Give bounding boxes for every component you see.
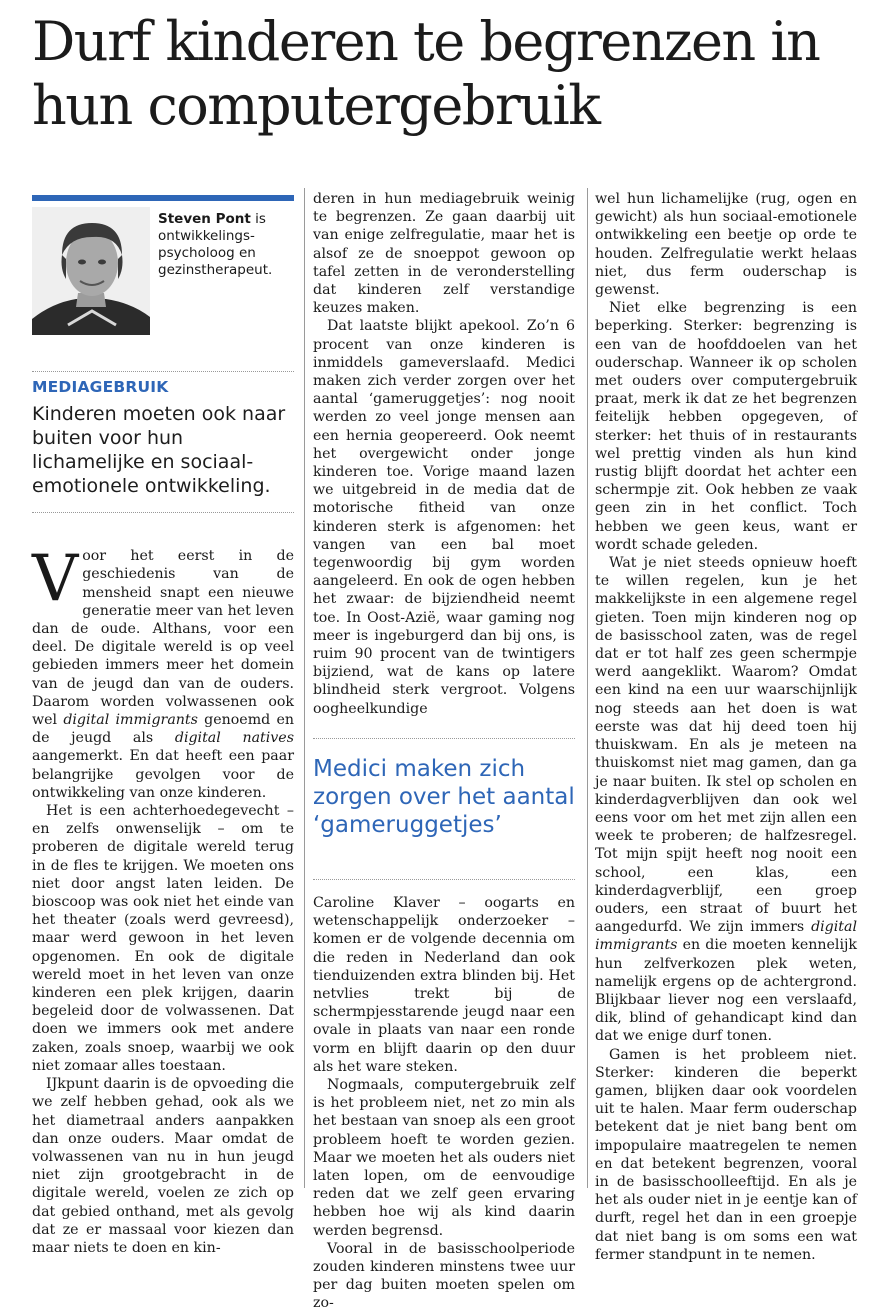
paragraph: Gamen is het probleem niet. Sterker: kinderen die beperkt gamen, blijken daar ook voordelen uit te halen. Maar ferm ouderschap betekent dat je niet bang bent om impopulaire maatregelen te nemen en dat betekent begrenzen, vooral in de basisschoolleeftijd. En als je het als ouder niet in je eentje kan of durft, regel het dan in een groepje dat niet bang is om soms een wat fermer standpunt in te nemen. [595, 1046, 857, 1263]
pull-quote-box [313, 738, 575, 880]
emphasis: digital immigrants [595, 919, 857, 954]
author-portrait-image [32, 207, 150, 335]
paragraph [32, 542, 294, 802]
column-1 [32, 195, 294, 1257]
rubric-label: MEDIAGEBRUIK [32, 371, 294, 396]
pull-quote: Medici maken zich zorgen over het aantal ‘gameruggetjes’ [313, 755, 575, 838]
drop-cap: V [32, 542, 79, 617]
paragraph-text: oor het eerst in de geschiedenis van de mensheid snapt een nieuwe generatie meer van het leven dan de oude. Althans, voor een deel. De digitale wereld is op veel gebieden immers meer het domein van de jeugd dan van de ouders. Daarom worden volwassenen ook wel [32, 548, 294, 729]
author-block [32, 207, 294, 335]
paragraph: Het is een achterhoedegevecht – en zelfs onwenselijk – om te proberen de digitale wereld terug in de fles te krijgen. We moeten ons niet door angst laten leiden. De bioscoop was ook niet het einde van het theater (zoals werd gevreesd), maar werd gewoon in het leven opgenomen. En ook de digitale wereld moet in het leven van onze kinderen een plek krijgen, daarin begeleid door de volwassenen. Dat doen we immers ook met andere zaken, zoals snoep, waarbij we ook niet zomaar alles toestaan. [32, 803, 294, 1074]
author-photo [32, 207, 150, 335]
paragraph: IJkpunt daarin is de opvoeding die we zelf hebben gehad, ook als we het diametraal anders aanpakken dan onze ouders. Maar omdat de volwassenen van nu in hun jeugd niet zijn grootgebracht in de digitale wereld, voelen ze zich op dat gebied onthand, met als gevolg dat ze er massaal voor kiezen dan maar niets te doen en kin- [32, 1076, 294, 1256]
paragraph-text: genoemd en de jeugd als [32, 712, 294, 747]
column-3 [595, 190, 857, 1264]
author-name: Steven Pont [158, 211, 251, 227]
paragraph-text: aangemerkt. En dat heeft een paar belangrijke gevolgen voor de ontwikkeling van onze kinderen. [32, 748, 294, 801]
author-caption [158, 207, 294, 335]
paragraph [595, 554, 857, 1045]
paragraph: Nogmaals, computergebruik zelf is het probleem niet, net zo min als het bestaan van snoep als een groot probleem hoeft te worden gezien. Maar we moeten het als ouders niet laten lopen, om de eenvoudige reden dat we zelf geen ervaring hebben hoe wij als kind daarin werden begrensd. [313, 1076, 575, 1239]
author-role: is ontwikkelings-psycholoog en gezinstherapeut. [158, 211, 273, 278]
paragraph-text: Wat je niet steeds opnieuw hoeft te willen regelen, kun je het makkelijkste in een algemene regel gieten. Toen mijn kinderen nog op de basisschool zaten, was de regel dat er tot half zes geen schermpje werd aangeklikt. Waarom? Omdat een kind na een uur waarschijnlijk nog steeds aan het doen is wat eerste was dat hij deed toen hij thuiskwam. En als je meteen na thuiskomst niet mag gamen, dan ga je naar buiten. Ik stel op scholen en kinderdagverblijven dan ook wel eens voor om het met zijn allen een week te proberen; de halfzesregel. Tot mijn spijt heeft nog nooit een school, een klas, een kinderdagverblijf, een groep ouders, een straat of buurt het aangedurfd. We zijn immers [595, 555, 857, 936]
headline: Durf kinderen te begrenzen in hun computergebruik [32, 10, 820, 137]
paragraph: Caroline Klaver – oogarts en wetenschappelijk onderzoeker – komen er de volgende decennia om die reden in Nederland dan ook tienduizenden extra blinden bij. Het netvlies trekt bij de schermpjesstarende jeugd naar een ovale in plaats van naar een ronde vorm en blijft daarin op den duur als het ware steken. [313, 894, 575, 1075]
paragraph: wel hun lichamelijke (rug, ogen en gewicht) als hun sociaal-emotionele ontwikkeling een beetje op orde te houden. Zelfregulatie werkt helaas niet, dus ferm ouderschap is gewenst. [595, 191, 857, 299]
author-bar [32, 195, 294, 201]
paragraph: Niet elke begrenzing is een beperking. Sterker: begrenzing is een van de hoofddoelen van het ouderschap. Wanneer ik op scholen met ouders over computergebruik praat, merk ik dat ze het begrenzen feitelijk hebben opgegeven, of sterker: het thuis of in restaurants wel prettig vinden als hun kind rustig blijft doordat het achter een schermpje zit. Ook hebben ze vaak geen zin in het conflict. Toch hebben we geen keus, want er wordt schade geleden. [595, 300, 857, 553]
emphasis: digital immigrants [63, 712, 198, 729]
paragraph-text: en die moeten kennelijk hun zelfverkozen plek weten, namelijk ergens op de achtergrond. Blijkbaar liever nog een verslaafd, dik, blind of gehandicapt kind dan dat we enige durf tonen. [595, 937, 857, 1045]
emphasis: digital natives [174, 730, 294, 747]
column-divider [587, 188, 588, 1188]
paragraph: Dat laatste blijkt apekool. Zo’n 6 procent van onze kinderen is inmiddels gameverslaafd. Medici maken zich verder zorgen over het aantal ‘gameruggetjes’: nog nooit werden zo veel jonge mensen aan een hernia geopereerd. Ook neemt het overgewicht onder jonge kinderen toe. Vorige maand lazen we uitgebreid in de media dat de motorische fitheid van onze kinderen sterk is afgenomen: het vangen van een bal moet tegenwoordig bij gym worden aangeleerd. En ook de ogen hebben het zwaar: de bijziendheid neemt toe. In Oost-Azië, waar gaming nog meer is ingeburgerd dan bij ons, is ruim 90 procent van de twintigers bijziend, wat de kans op latere blindheid sterk vergroot. Volgens oogheelkundige [313, 318, 575, 717]
paragraph: Vooral in de basisschoolperiode zouden kinderen minstens twee uur per dag buiten moeten spelen om zo- [313, 1240, 575, 1312]
article-intro: Kinderen moeten ook naar buiten voor hun lichamelijke en sociaal-emotionele ontwikkeling. [32, 403, 286, 498]
intro-divider [32, 512, 294, 513]
column-2 [313, 190, 575, 1313]
paragraph: deren in hun mediagebruik weinig te begrenzen. Ze gaan daarbij uit van enige zelfregulatie, maar het is alsof ze de snoeppot gewoon op tafel zetten in de veronderstelling dat kinderen zelf verstandige keuzes maken. [313, 191, 575, 317]
column-divider [304, 188, 305, 1188]
pull-quote-divider [313, 879, 575, 880]
